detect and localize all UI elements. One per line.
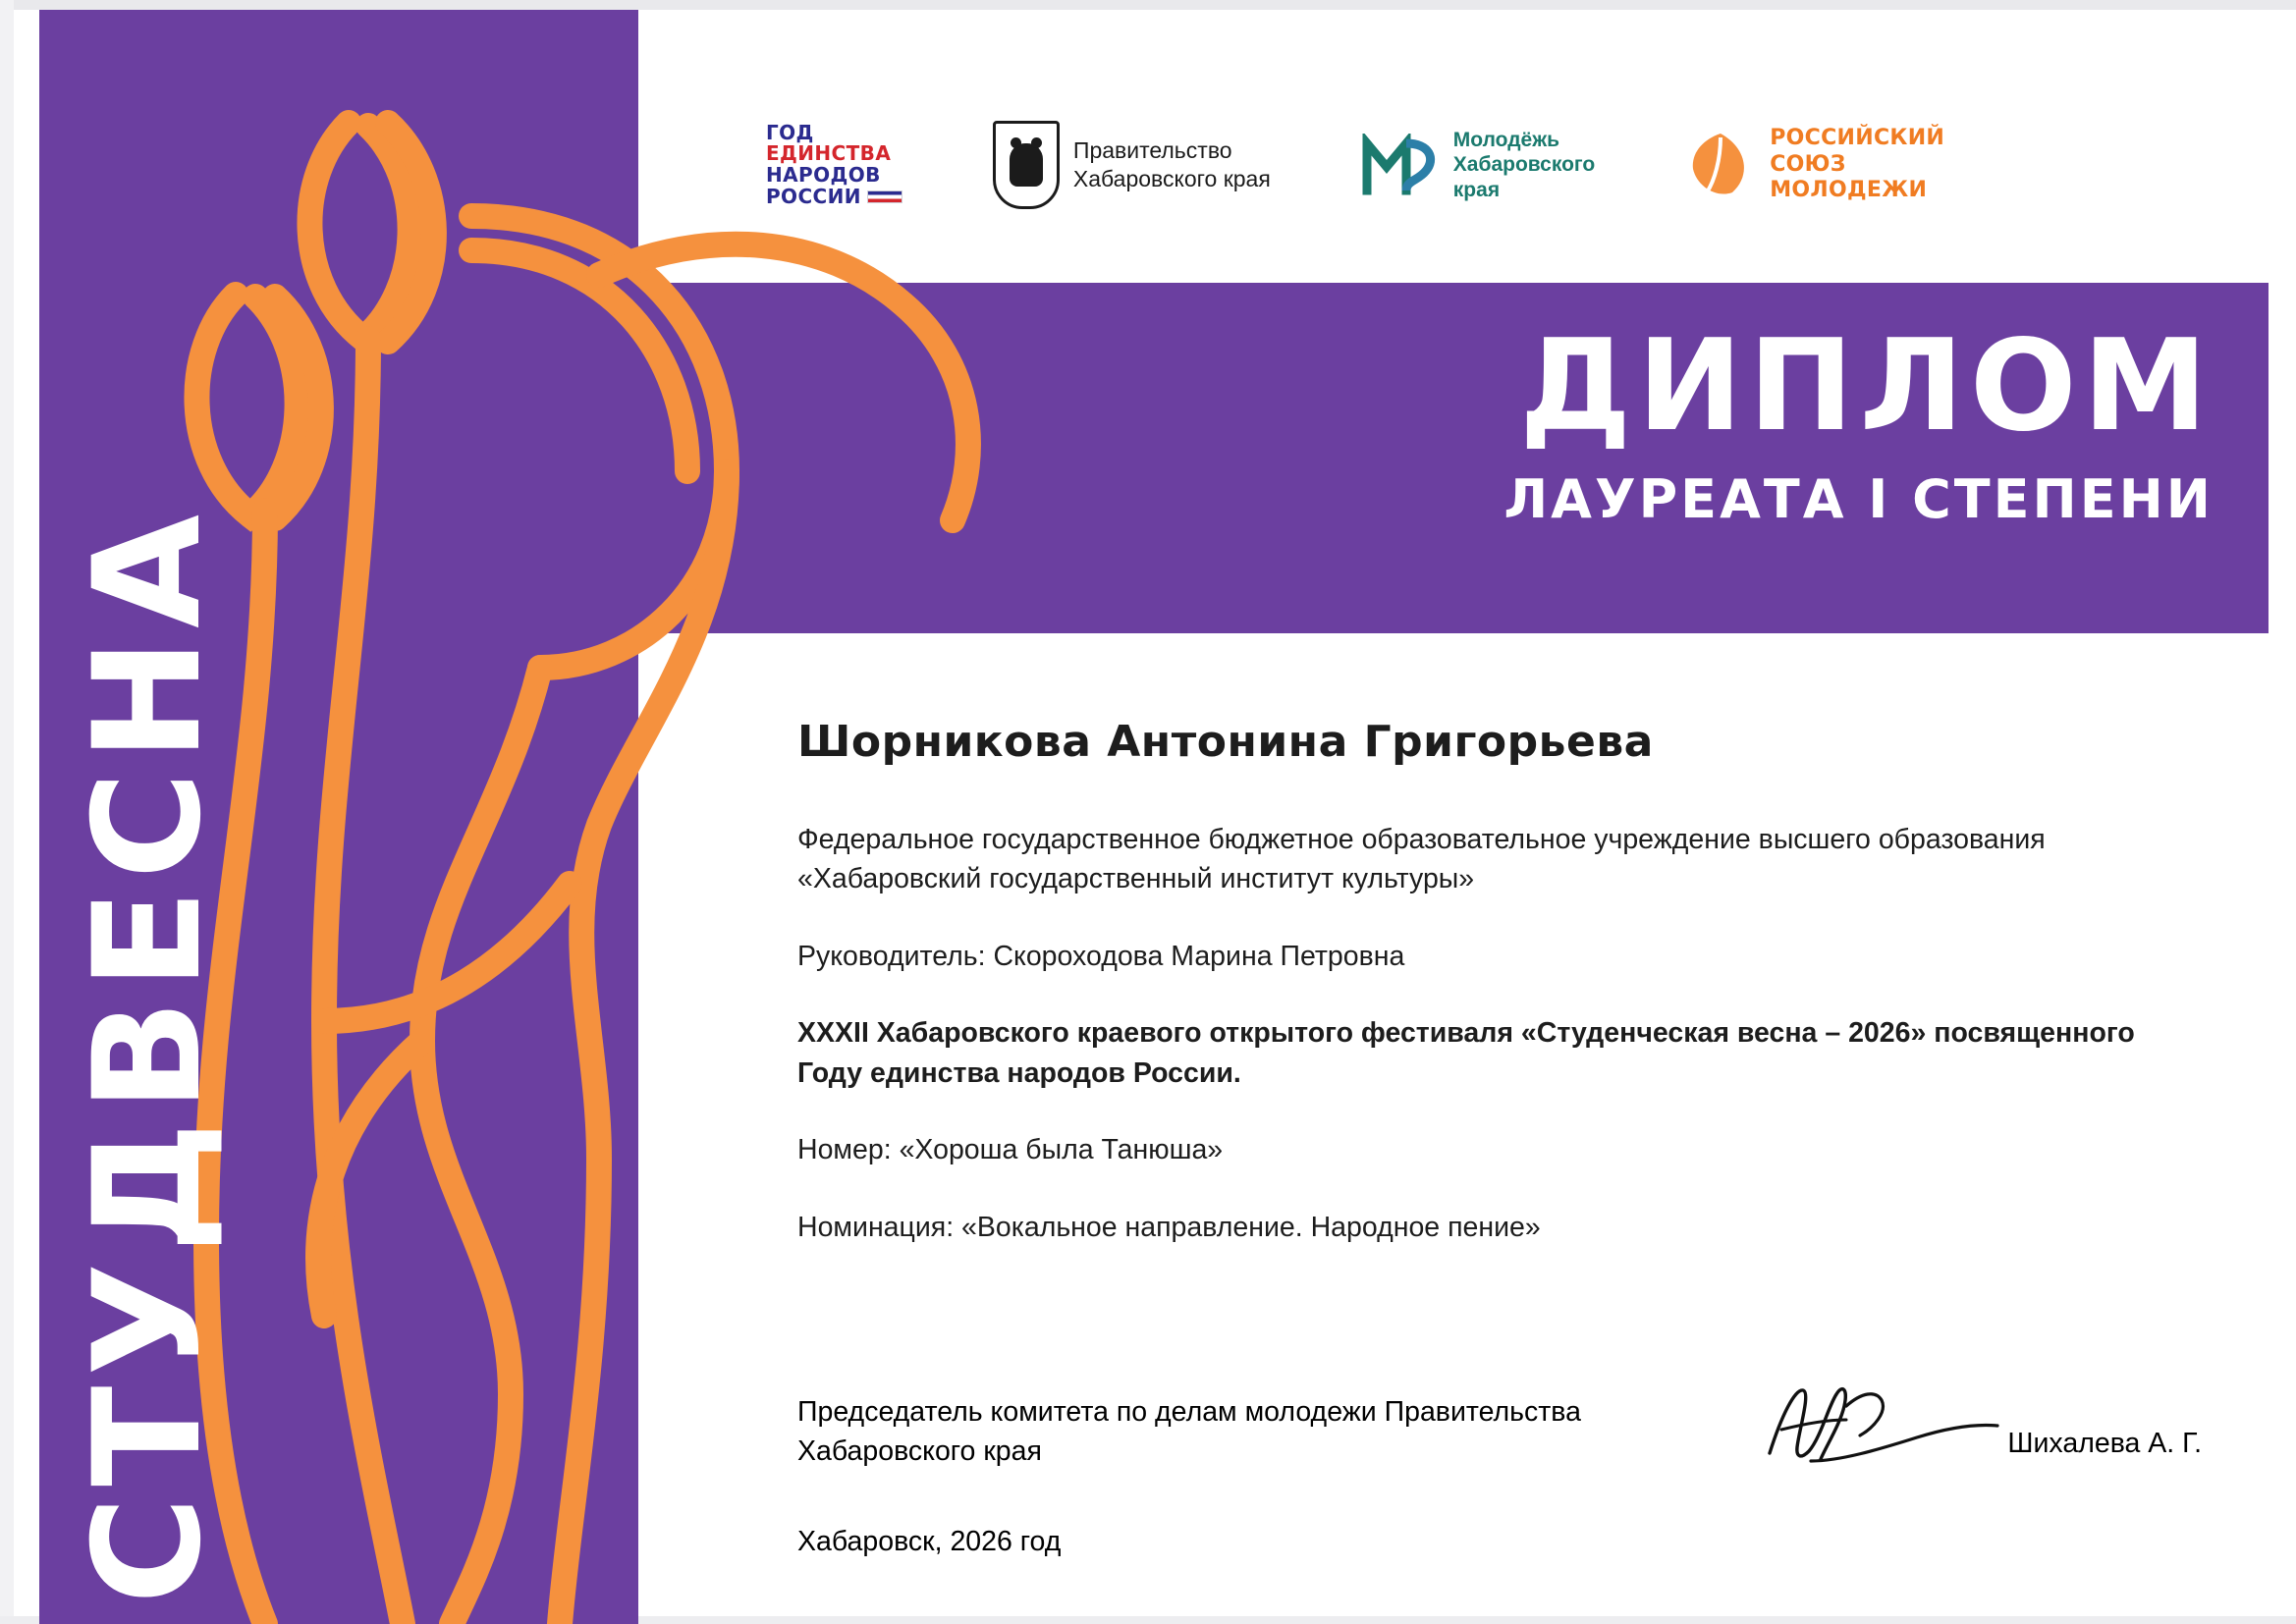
orange-leaf-icon (1685, 130, 1756, 200)
logo-government-text (1073, 136, 1271, 193)
number-text: Номер: «Хороша была Танюша» (797, 1134, 1224, 1166)
logo-youth-line1: Молодёжь (1452, 128, 1560, 151)
page-subtitle: ЛАУРЕАТА I СТЕПЕНИ (1503, 468, 2214, 530)
logo-youth-line3: края (1452, 178, 1501, 201)
recipient-name: Шорникова Антонина Григорьева (797, 717, 1654, 767)
logo-government (993, 121, 1271, 209)
festival-text: XXXII Хабаровского краевого открытого фестиваля «Студенческая весна – 2026» посвященного Году единства народов России. (797, 1017, 2135, 1089)
signer-name: Шихалева А. Г. (2007, 1428, 2202, 1459)
russia-flag-icon (867, 190, 902, 203)
place-and-date: Хабаровск, 2026 год (797, 1526, 1062, 1557)
logo-year-line2: ЕДИНСТВА (766, 141, 892, 166)
logo-youth-text (1453, 128, 1595, 203)
logo-bar (766, 106, 2200, 224)
vertical-brand-word (55, 0, 242, 1614)
youth-monogram-icon (1361, 134, 1440, 196)
logo-year-line3: НАРОДОВ (766, 163, 881, 187)
orange-leaf-svg (1685, 130, 1756, 200)
logo-rsm-line2: СОЮЗ (1770, 151, 1846, 177)
logo-rsm (1685, 126, 1944, 203)
logo-year-of-unity (766, 120, 902, 208)
handwritten-signature-icon (1752, 1377, 2007, 1475)
vertical-brand-text: СТУДВЕСНА (63, 504, 234, 1604)
logo-youth-line2: Хабаровского (1452, 153, 1596, 177)
logo-year-line4-text: РОССИИ (766, 184, 861, 208)
scan-edge-top (0, 0, 2296, 10)
organization-text: Федеральное государственное бюджетное образовательное учреждение высшего образования «Хабаровский государственный институт культуры» (797, 824, 2046, 895)
logo-year-line1: ГОД (766, 120, 814, 144)
certificate-body (797, 717, 2192, 1284)
signature-svg (1752, 1377, 2007, 1475)
logo-rsm-line1: РОССИЙСКИЙ (1770, 126, 1945, 151)
bear-shape (1010, 143, 1043, 187)
signature-block (797, 1392, 2202, 1558)
logo-rsm-line3: МОЛОДЕЖИ (1770, 178, 1928, 203)
nomination-text: Номинация: «Вокальное направление. Народное пение» (797, 1211, 1541, 1243)
logo-rsm-text (1770, 126, 1944, 203)
logo-year-of-unity-text (766, 120, 902, 208)
logo-government-line1: Правительство (1072, 137, 1232, 164)
scan-edge-left (0, 0, 14, 1624)
signer-title: Председатель комитета по делам молодежи Правительства Хабаровского края (797, 1396, 1581, 1468)
logo-year-line4 (766, 184, 902, 208)
youth-monogram-svg (1361, 134, 1440, 196)
supervisor-text: Руководитель: Скороходова Марина Петровна (797, 940, 1405, 972)
signature-row (797, 1392, 2202, 1475)
diploma-title-block (1503, 313, 2214, 530)
page-title: ДИПЛОМ (1519, 313, 2214, 460)
logo-government-line2: Хабаровского края (1072, 166, 1271, 191)
khabarovsk-coat-of-arms-icon (993, 121, 1060, 209)
logo-youth (1361, 128, 1595, 203)
